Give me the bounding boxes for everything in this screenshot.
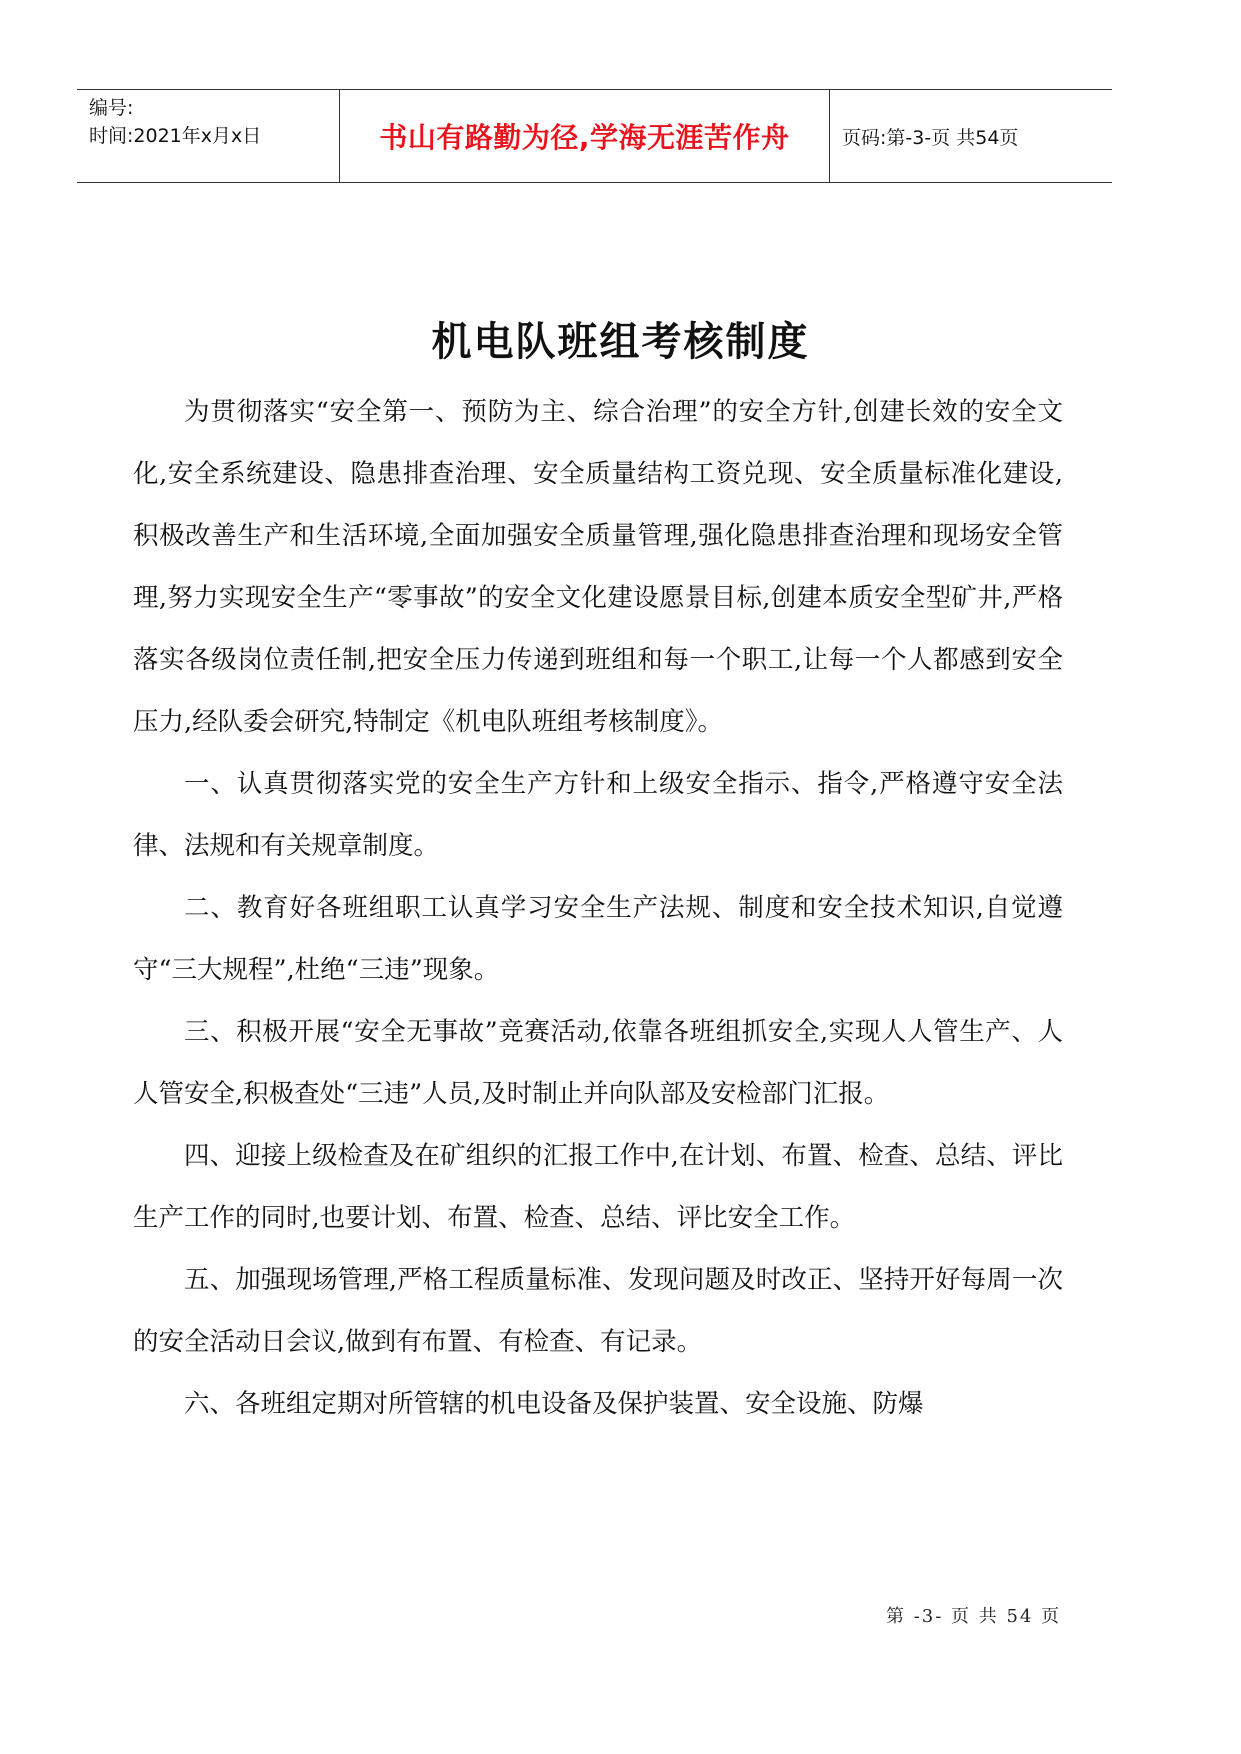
header-table (77, 89, 1112, 183)
page-footer: 第 -3- 页 共 54 页 (886, 1606, 1062, 1627)
motto-cell (340, 90, 830, 182)
clause-4: 四、迎接上级检查及在矿组织的汇报工作中,在计划、布置、检查、总结、评比生产工作的同时,也要计划、布置、检查、总结、评比安全工作。 (133, 1141, 1063, 1233)
page-code-text: 页码:第-3-页 共54页 (842, 126, 1019, 149)
clause-1: 一、认真贯彻落实党的安全生产方针和上级安全指示、指令,严格遵守安全法律、法规和有关规章制度。 (133, 769, 1063, 861)
serial-number-label: 编号: (89, 97, 134, 119)
clause-6: 六、各班组定期对所管辖的机电设备及保护装置、安全设施、防爆 (184, 1389, 924, 1419)
page-code-cell (830, 90, 1112, 182)
document-title: 机电队班组考核制度 (431, 319, 810, 365)
clause-3: 三、积极开展“安全无事故”竞赛活动,依靠各班组抓安全,实现人人管生产、人人管安全,积极查处“三违”人员,及时制止并向队部及安检部门汇报。 (133, 1017, 1063, 1109)
time-label: 时间:2021年x月x日 (89, 125, 262, 147)
intro-paragraph: 为贯彻落实“安全第一、预防为主、综合治理”的安全方针,创建长效的安全文化,安全系统建设、隐患排查治理、安全质量结构工资兑现、安全质量标准化建设,积极改善生产和生活环境,全面加强安全质量管理,强化隐患排查治理和现场安全管理,努力实现安全生产“零事故”的安全文化建设愿景目标,创建本质安全型矿井,严格落实各级岗位责任制,把安全压力传递到班组和每一个职工,让每一个人都感到安全压力,经队委会研究,特制定《机电队班组考核制度》。 (133, 397, 1063, 737)
clause-5: 五、加强现场管理,严格工程质量标准、发现问题及时改正、坚持开好每周一次的安全活动日会议,做到有布置、有检查、有记录。 (133, 1265, 1063, 1357)
motto-text: 书山有路勤为径,学海无涯苦作舟 (379, 121, 790, 154)
document-body (133, 381, 1063, 1435)
clause-2: 二、教育好各班组职工认真学习安全生产法规、制度和安全技术知识,自觉遵守“三大规程”,杜绝“三违”现象。 (133, 893, 1063, 985)
header-meta-cell (77, 90, 340, 182)
